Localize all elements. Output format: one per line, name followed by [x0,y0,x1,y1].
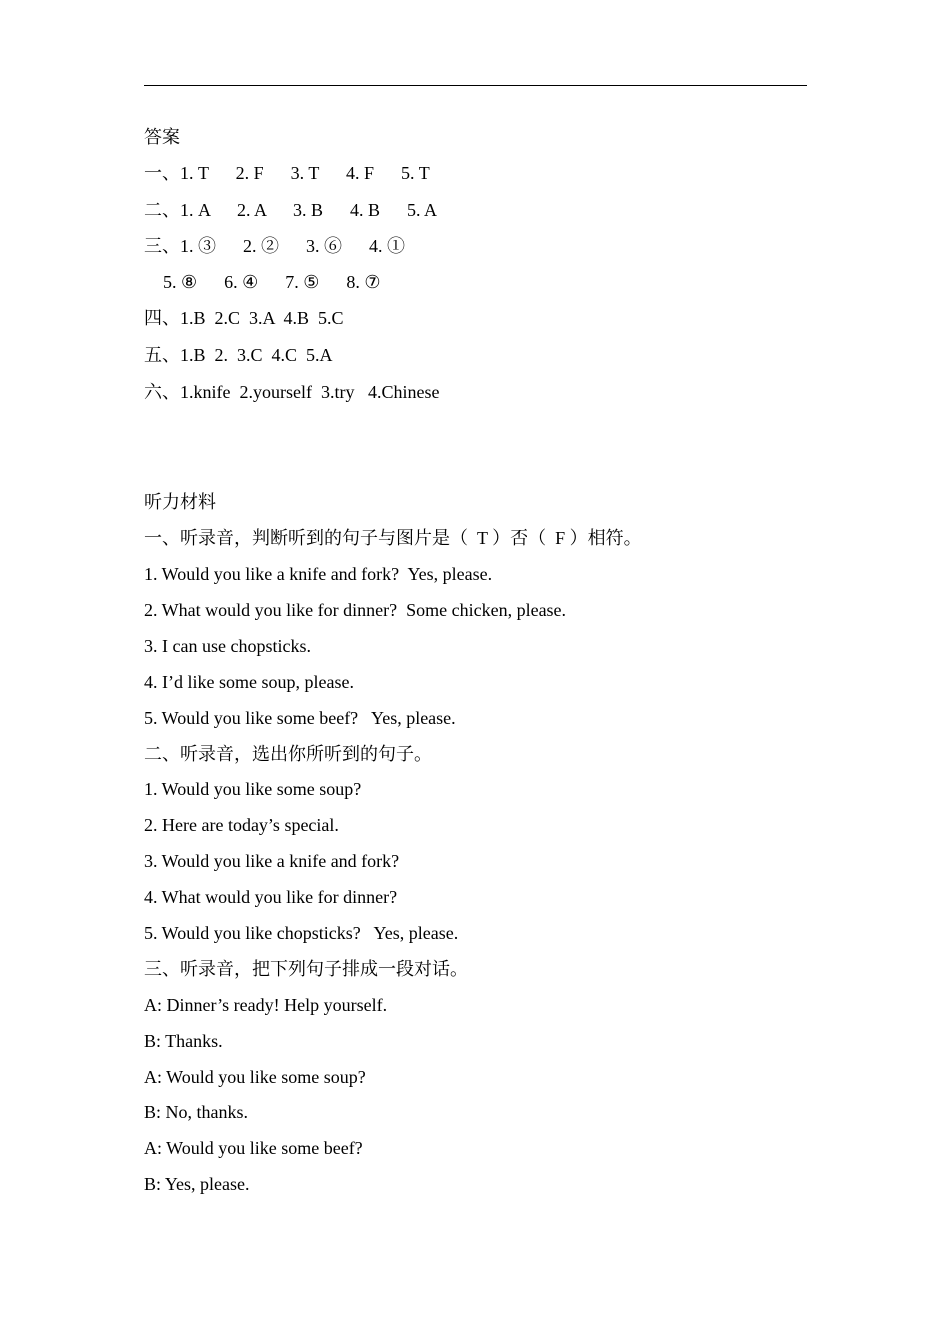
section1-item: 5. Would you like some beef? Yes, please. [144,708,456,728]
section2-item: 5. Would you like chopsticks? Yes, please. [144,923,459,943]
section1-item: 1. Would you like a knife and fork? Yes, please. [144,564,493,584]
dialogue-line: B: No, thanks. [144,1102,249,1122]
answer-line-2: 二、1. A 2. A 3. B 4. B 5. A [144,200,438,220]
section2-title: 二、听录音，选出你所听到的句子。 [144,744,432,764]
section1-item: 4. I’d like some soup, please. [144,672,354,692]
section3-title: 三、听录音，把下列句子排成一段对话。 [144,959,468,979]
section1-item: 2. What would you like for dinner? Some chicken, please. [144,600,567,620]
header-rule [144,85,807,86]
answer-line-6: 六、1.knife 2.yourself 3.try 4.Chinese [144,382,440,402]
answer-line-4: 四、1.B 2.C 3.A 4.B 5.C [144,308,344,328]
answers-heading: 答案 [144,127,180,147]
answer-line-3-continued: 5. ⑧ 6. ④ 7. ⑤ 8. ⑦ [163,272,381,292]
section2-item: 4. What would you like for dinner? [144,887,398,907]
dialogue-line: A: Dinner’s ready! Help yourself. [144,995,388,1015]
section1-title: 一、听录音，判断听到的句子与图片是（ T ）否（ F ）相符。 [144,528,642,548]
section2-item: 1. Would you like some soup? [144,779,362,799]
dialogue-line: B: Thanks. [144,1031,223,1051]
dialogue-line: A: Would you like some soup? [144,1067,366,1087]
dialogue-line: A: Would you like some beef? [144,1138,363,1158]
section2-item: 2. Here are today’s special. [144,815,339,835]
listening-heading: 听力材料 [144,492,216,512]
answer-line-3: 三、1. ③ 2. ② 3. ⑥ 4. ① [144,236,405,256]
dialogue-line: B: Yes, please. [144,1174,250,1194]
section2-item: 3. Would you like a knife and fork? [144,851,400,871]
answer-line-1: 一、1. T 2. F 3. T 4. F 5. T [144,163,430,183]
answer-line-5: 五、1.B 2. 3.C 4.C 5.A [144,345,333,365]
section1-item: 3. I can use chopsticks. [144,636,311,656]
